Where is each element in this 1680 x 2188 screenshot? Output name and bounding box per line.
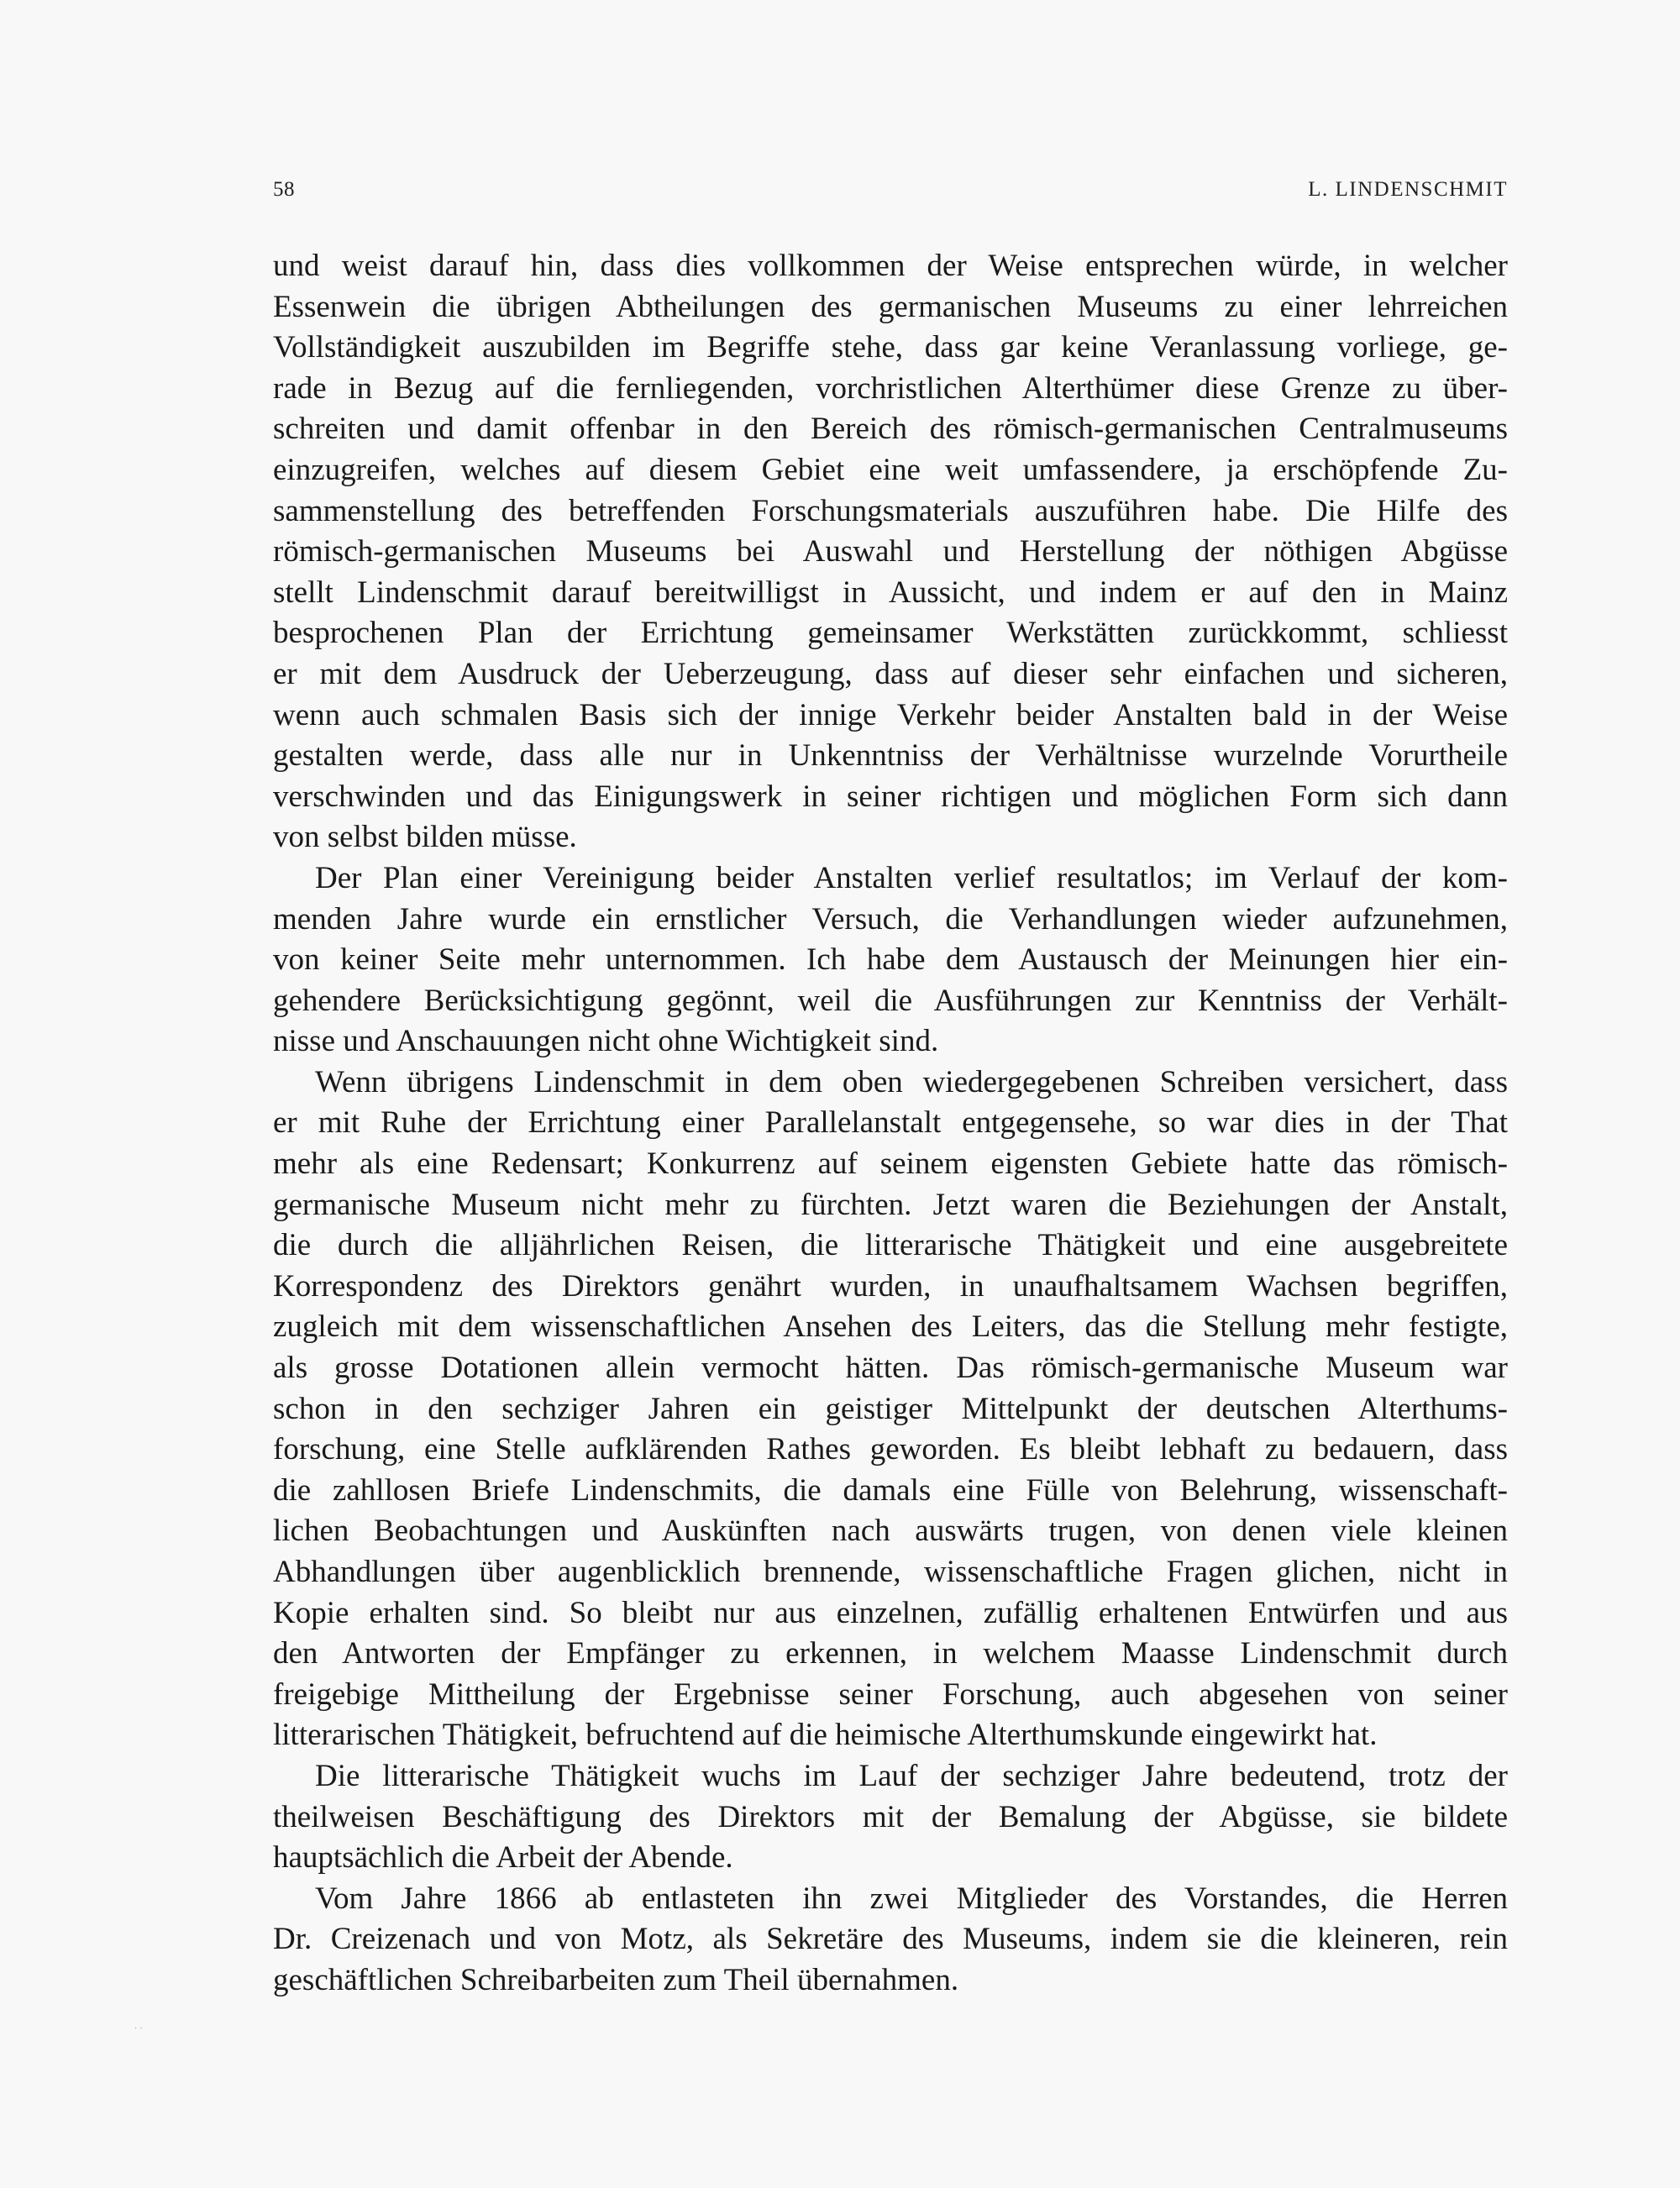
text-line: die zahllosen Briefe Lindenschmits, die damals eine Fülle von Belehrung, wissenschaft-: [273, 1472, 1508, 1508]
text-line: menden Jahre wurde ein ernstlicher Versuch, die Verhandlungen wieder aufzunehmen,: [273, 901, 1508, 937]
text-line: sammenstellung des betreffenden Forschungsmaterials auszuführen habe. Die Hilfe des: [273, 493, 1508, 528]
text-line: Vom Jahre 1866 ab entlasteten ihn zwei Mitglieder des Vorstandes, die Herren: [315, 1881, 1508, 1916]
text-line: gehendere Berücksichtigung gegönnt, weil die Ausführungen zur Kenntniss der Verhält-: [273, 983, 1508, 1018]
text-line: wenn auch schmalen Basis sich der innige Verkehr beider Anstalten bald in der Weise: [273, 697, 1508, 732]
text-line: Essenwein die übrigen Abtheilungen des germanischen Museums zu einer lehrreichen: [273, 289, 1508, 324]
text-line: geschäftlichen Schreibarbeiten zum Theil übernahmen.: [273, 1962, 959, 1997]
text-line: verschwinden und das Einigungswerk in seiner richtigen und möglichen Form sich dann: [273, 779, 1508, 814]
text-line: mehr als eine Redensart; Konkurrenz auf seinem eigensten Gebiete hatte das römisch-: [273, 1146, 1508, 1182]
text-line: zugleich mit dem wissenschaftlichen Ansehen des Leiters, das die Stellung mehr festigte,: [273, 1309, 1508, 1345]
text-line: besprochenen Plan der Errichtung gemeinsamer Werkstätten zurückkommt, schliesst: [273, 616, 1508, 651]
text-line: Die litterarische Thätigkeit wuchs im Lauf der sechziger Jahre bedeutend, trotz der: [315, 1758, 1508, 1793]
text-line: er mit Ruhe der Errichtung einer Parallelanstalt entgegensehe, so war dies in der That: [273, 1105, 1508, 1141]
text-line: stellt Lindenschmit darauf bereitwilligst in Aussicht, und indem er auf den in Mainz: [273, 575, 1508, 610]
text-line: einzugreifen, welches auf diesem Gebiet eine weit umfassendere, ja erschöpfende Zu-: [273, 452, 1508, 487]
paragraph: [273, 1879, 1508, 2002]
text-line: freigebige Mittheilung der Ergebnisse seiner Forschung, auch abgesehen von seiner: [273, 1676, 1508, 1712]
text-line: forschung, eine Stelle aufklärenden Rathes geworden. Es bleibt lebhaft zu bedauern, dass: [273, 1432, 1508, 1467]
text-line: germanische Museum nicht mehr zu fürchten. Jetzt waren die Beziehungen der Anstalt,: [273, 1187, 1508, 1222]
text-line: Abhandlungen über augenblicklich brennende, wissenschaftliche Fragen glichen, nicht in: [273, 1555, 1508, 1589]
text-line: litterarischen Thätigkeit, befruchtend auf die heimische Alterthumskunde eingewirkt hat.: [273, 1718, 1378, 1753]
text-line: den Antworten der Empfänger zu erkennen, in welchem Maasse Lindenschmit durch: [273, 1636, 1508, 1671]
text-line: hauptsächlich die Arbeit der Abende.: [273, 1840, 733, 1876]
text-line: Kopie erhalten sind. So bleibt nur aus einzelnen, zufällig erhaltenen Entwürfen und aus: [273, 1595, 1508, 1630]
running-head: [273, 178, 1508, 212]
body-text: [273, 246, 1508, 2002]
paragraph: [273, 1756, 1508, 1879]
paragraph: [273, 246, 1508, 858]
text-line: römisch-germanischen Museums bei Auswahl und Herstellung der nöthigen Abgüsse: [273, 534, 1508, 569]
text-line: gestalten werde, dass alle nur in Unkenntniss der Verhältnisse wurzelnde Vorurtheile: [273, 738, 1508, 774]
text-line: schreiten und damit offenbar in den Bereich des römisch-germanischen Centralmuseums: [273, 412, 1508, 447]
scan-speck: · ·: [134, 2024, 143, 2033]
text-line: Korrespondenz des Direktors genährt wurden, in unaufhaltsamem Wachsen begriffen,: [273, 1268, 1508, 1304]
text-line: Wenn übrigens Lindenschmit in dem oben wiedergegebenen Schreiben versichert, dass: [315, 1064, 1508, 1099]
page-number: 58: [273, 178, 295, 201]
text-line: als grosse Dotationen allein vermocht hätten. Das römisch-germanische Museum war: [273, 1351, 1508, 1386]
text-line: Vollständigkeit auszubilden im Begriffe stehe, dass gar keine Veranlassung vorliege, ge-: [273, 330, 1508, 365]
text-line: Dr. Creizenach und von Motz, als Sekretäre des Museums, indem sie die kleineren, rein: [273, 1922, 1508, 1957]
text-line: und weist darauf hin, dass dies vollkommen der Weise entsprechen würde, in welcher: [273, 249, 1508, 283]
text-line: von keiner Seite mehr unternommen. Ich habe dem Austausch der Meinungen hier ein-: [273, 942, 1508, 978]
paragraph: [273, 858, 1508, 1063]
text-line: er mit dem Ausdruck der Ueberzeugung, dass auf dieser sehr einfachen und sicheren,: [273, 656, 1508, 691]
text-line: schon in den sechziger Jahren ein geistiger Mittelpunkt der deutschen Alterthums-: [273, 1391, 1508, 1426]
text-line: Der Plan einer Vereinigung beider Anstalten verlief resultatlos; im Verlauf der kom-: [315, 860, 1508, 895]
text-line: theilweisen Beschäftigung des Direktors mit der Bemalung der Abgüsse, sie bildete: [273, 1799, 1508, 1834]
paragraph: [273, 1063, 1508, 1756]
text-line: von selbst bilden müsse.: [273, 820, 577, 855]
text-line: rade in Bezug auf die fernliegenden, vorchristlichen Alterthümer diese Grenze zu über-: [273, 370, 1508, 406]
text-line: nisse und Anschauungen nicht ohne Wichtigkeit sind.: [273, 1024, 939, 1059]
text-line: lichen Beobachtungen und Auskünften nach auswärts trugen, von denen viele kleinen: [273, 1514, 1508, 1549]
text-line: die durch die alljährlichen Reisen, die litterarische Thätigkeit und eine ausgebreitete: [273, 1228, 1508, 1263]
running-title: L. LINDENSCHMIT: [1308, 178, 1508, 201]
